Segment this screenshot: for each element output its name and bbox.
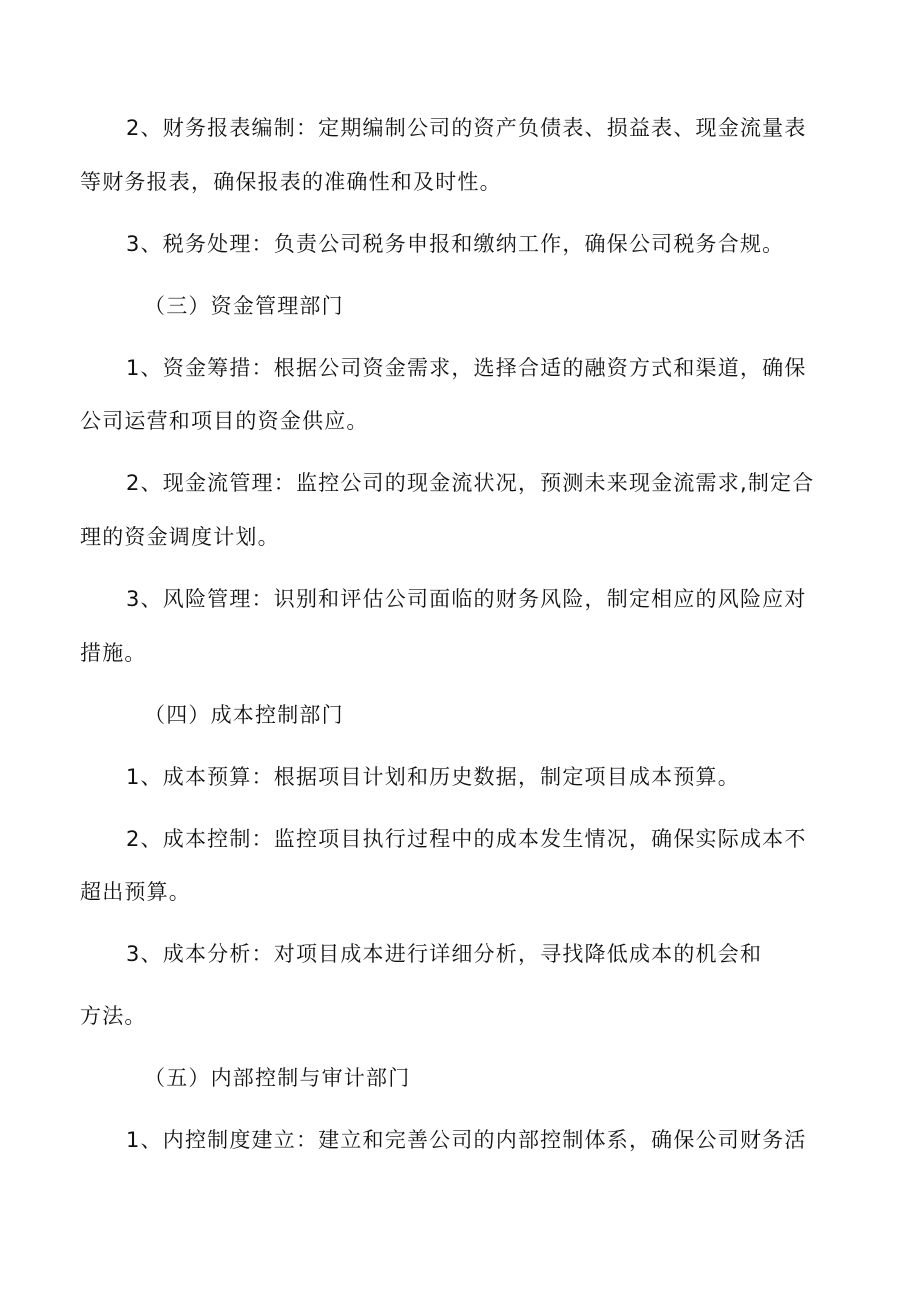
paragraph-line: 等财务报表，确保报表的准确性和及时性。	[80, 170, 502, 194]
paragraph-line: 公司运营和项目的资金供应。	[80, 409, 369, 433]
section-heading: （五）内部控制与审计部门	[144, 1066, 411, 1090]
paragraph-line: 1、成本预算：根据项目计划和历史数据，制定项目成本预算。	[126, 765, 740, 789]
paragraph-line: 2、现金流管理：监控公司的现金流状况，预测未来现金流需求,制定合	[126, 471, 815, 495]
paragraph-line: 超出预算。	[80, 880, 191, 904]
paragraph-line: 1、资金筹措：根据公司资金需求，选择合适的融资方式和渠道，确保	[126, 356, 807, 380]
paragraph-line: 方法。	[80, 1004, 147, 1028]
section-heading: （四）成本控制部门	[144, 703, 344, 727]
paragraph-line: 3、税务处理：负责公司税务申报和缴纳工作，确保公司税务合规。	[126, 232, 785, 256]
paragraph-line: 理的资金调度计划。	[80, 525, 280, 549]
paragraph-line: 3、风险管理：识别和评估公司面临的财务风险，制定相应的风险应对	[126, 587, 807, 611]
paragraph-line: 2、成本控制：监控项目执行过程中的成本发生情况，确保实际成本不	[126, 827, 807, 851]
paragraph-line: 3、成本分析：对项目成本进行详细分析，寻找降低成本的机会和	[126, 942, 763, 966]
paragraph-line: 措施。	[80, 641, 147, 665]
paragraph-line: 1、内控制度建立：建立和完善公司的内部控制体系，确保公司财务活	[126, 1128, 807, 1152]
paragraph-line: 2、财务报表编制：定期编制公司的资产负债表、损益表、现金流量表	[126, 116, 807, 140]
section-heading: （三）资金管理部门	[144, 294, 344, 318]
